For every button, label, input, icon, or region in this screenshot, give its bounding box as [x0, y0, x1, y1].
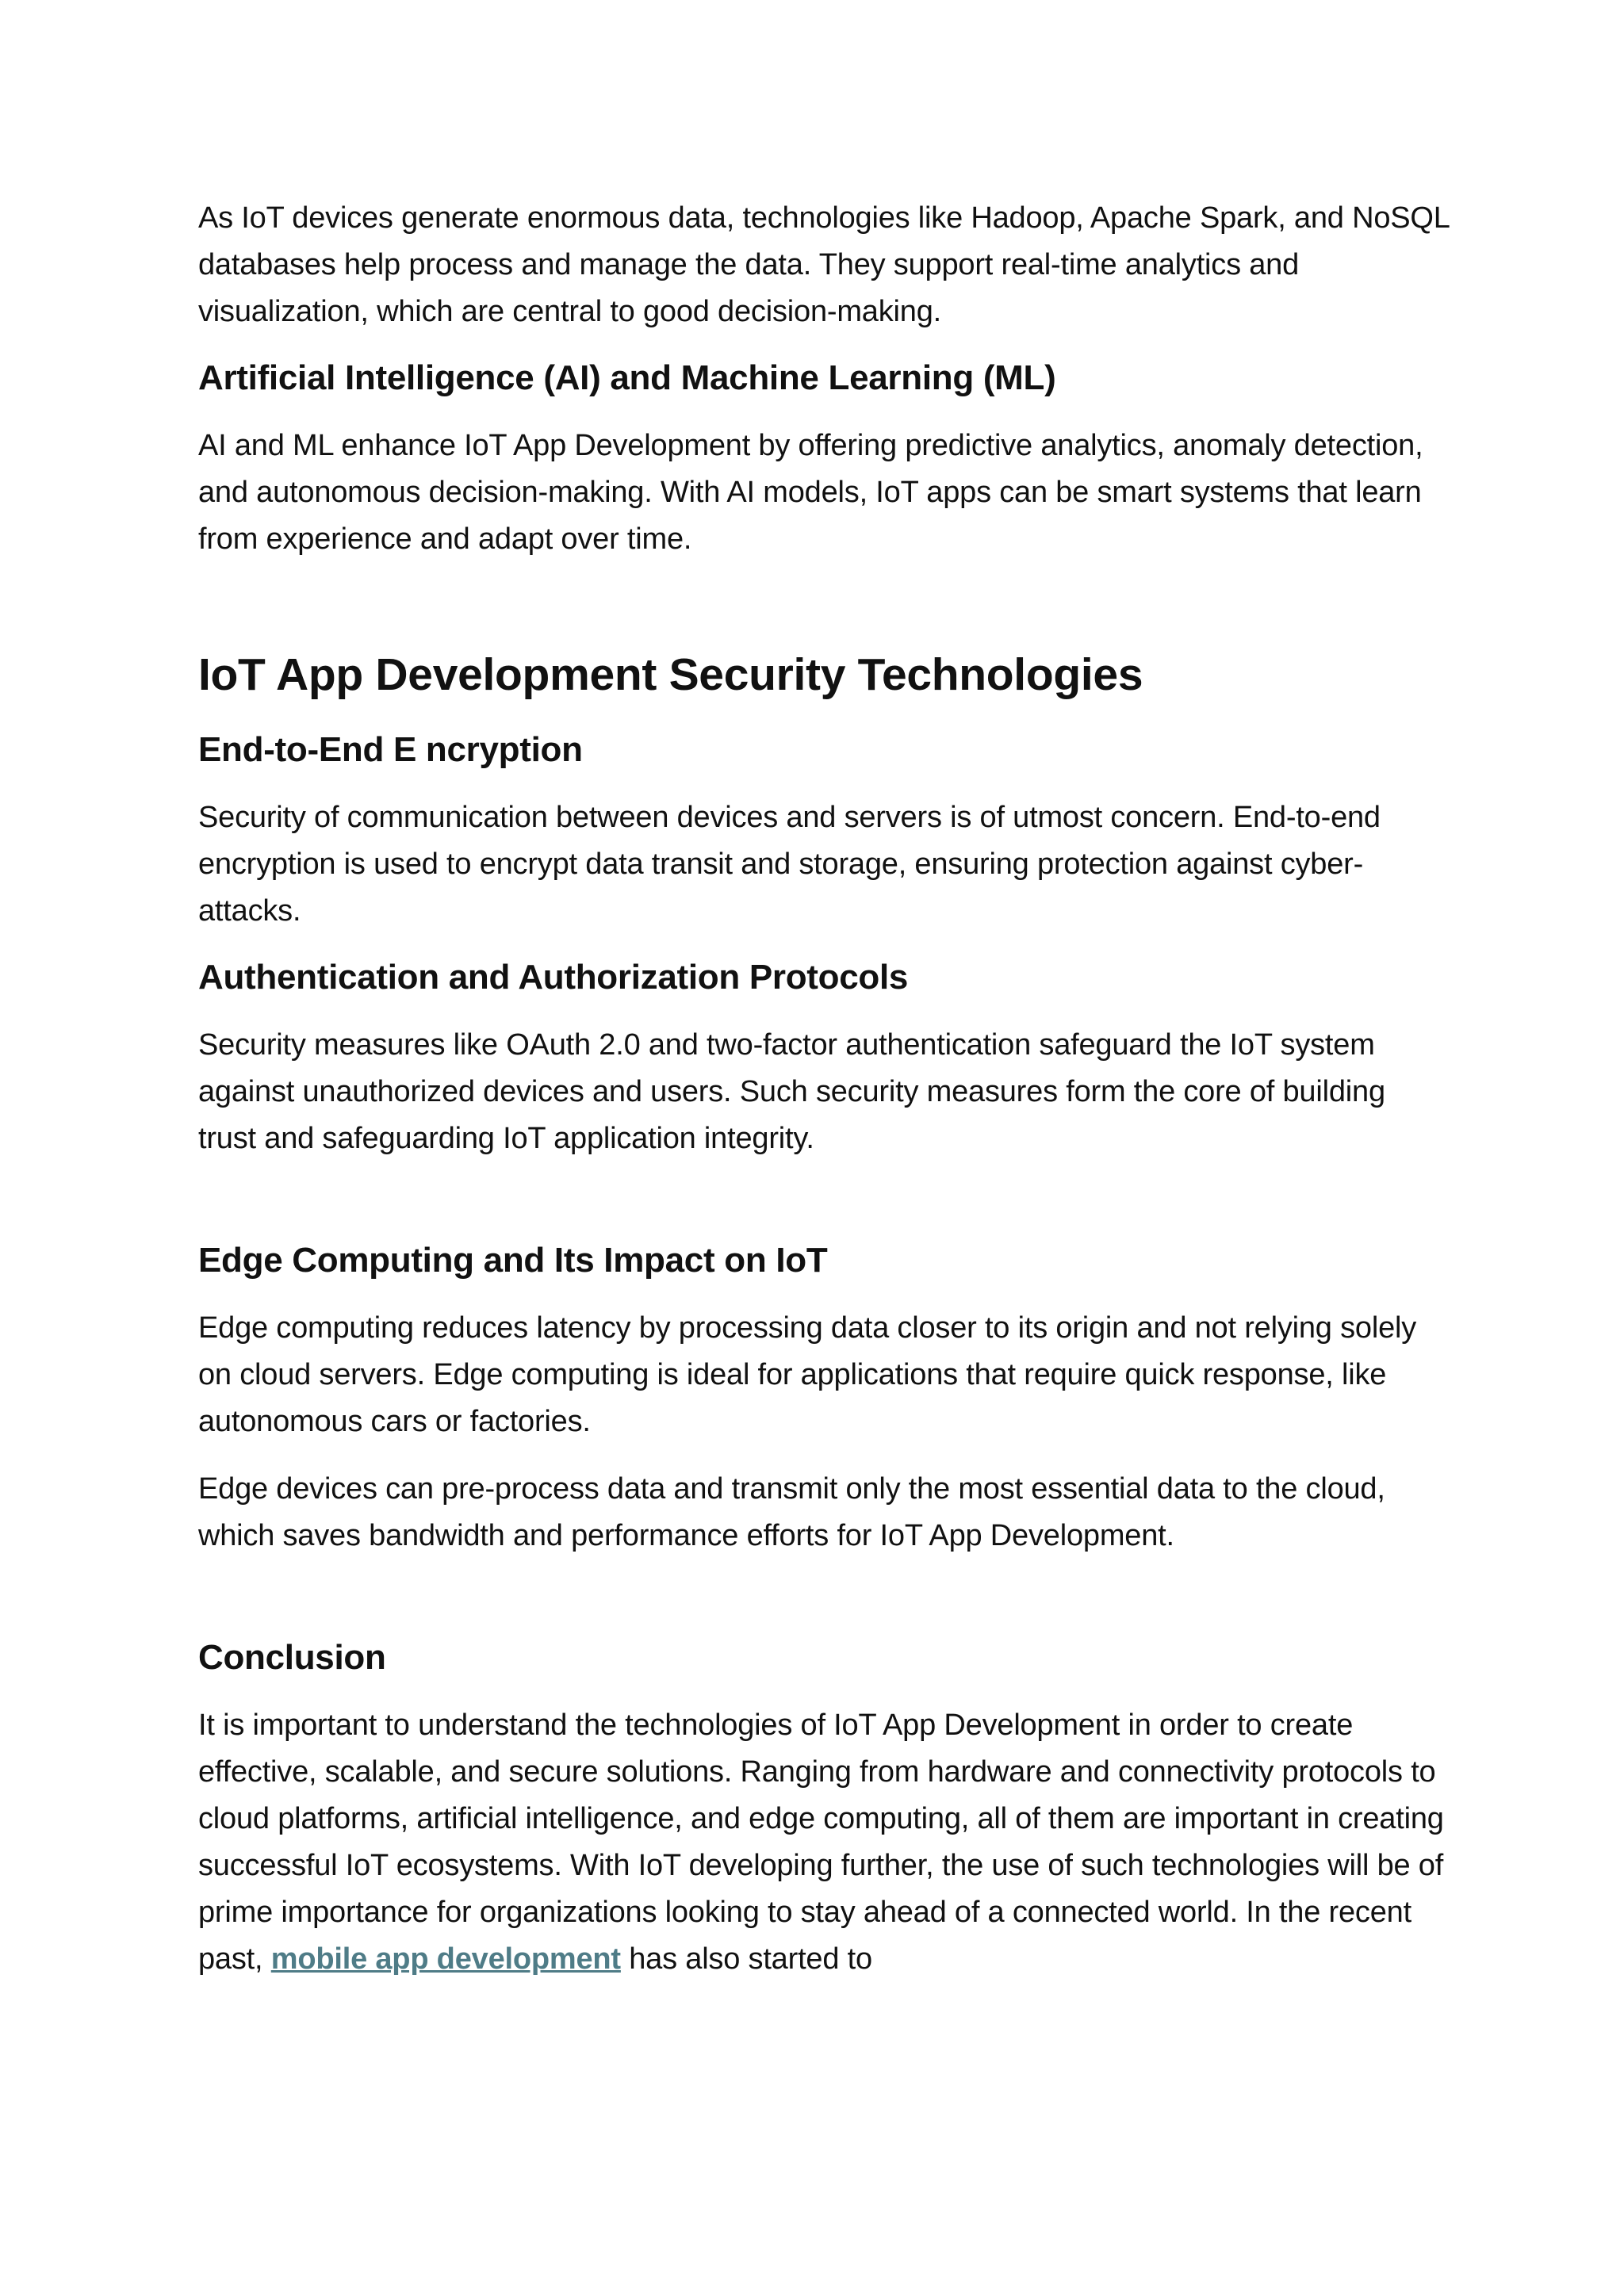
mobile-app-development-link[interactable]: mobile app development: [270, 1942, 621, 1976]
conclusion-paragraph: [198, 1702, 1451, 1983]
conclusion-text-start: It is important to understand the technologies of IoT App Development in order to create effective, scalable, and secure solutions. Ranging from hardware and connectivity protocols to cloud platforms, artificial intelligence, and edge computing, all of them are important in creating successful IoT ecosystems. With IoT developing further, the use of such technologies will be of prime importance for organizations looking to stay ahead of a connected world. In the recent past,: [198, 1709, 1444, 1976]
section-spacer: [198, 1580, 1451, 1636]
edge-paragraph-2: Edge devices can pre-process data and transmit only the most essential data to the cloud, which saves bandwidth and performance efforts for IoT App Development.: [198, 1472, 1385, 1552]
conclusion-text-end: has also started to: [620, 1942, 872, 1976]
section-spacer: [198, 584, 1451, 647]
auth-paragraph: Security measures like OAuth 2.0 and two-factor authentication safeguard the IoT system against unauthorized devices and users. Such security measures form the core of building trust and safeguarding IoT application integrity.: [198, 1028, 1385, 1155]
conclusion-heading: Conclusion: [198, 1638, 386, 1677]
big-data-paragraph: As IoT devices generate enormous data, technologies like Hadoop, Apache Spark, and NoSQL databases help process and manage the data. They support real-time analytics and visualization, which are central to good decision-making.: [198, 201, 1450, 328]
document-page: [198, 195, 1451, 2003]
encryption-paragraph: Security of communication between devices and servers is of utmost concern. End-to-end encryption is used to encrypt data transit and storage, ensuring protection against cyber-attacks.: [198, 801, 1381, 928]
edge-heading: Edge Computing and Its Impact on IoT: [198, 1241, 828, 1280]
encryption-heading: End-to-End E ncryption: [198, 730, 583, 769]
ai-ml-paragraph: AI and ML enhance IoT App Development by offering predictive analytics, anomaly detection, and autonomous decision-making. With AI models, IoT apps can be smart systems that learn from experience and adapt over time.: [198, 429, 1423, 556]
auth-heading: Authentication and Authorization Protocols: [198, 958, 909, 997]
ai-ml-heading: Artificial Intelligence (AI) and Machine Learning (ML): [198, 358, 1056, 397]
security-section-heading: IoT App Development Security Technologies: [198, 649, 1143, 700]
section-spacer: [198, 1183, 1451, 1238]
edge-paragraph-1: Edge computing reduces latency by processing data closer to its origin and not relying solely on cloud servers. Edge computing is ideal for applications that require quick response, like autonomous cars or factories.: [198, 1311, 1417, 1438]
